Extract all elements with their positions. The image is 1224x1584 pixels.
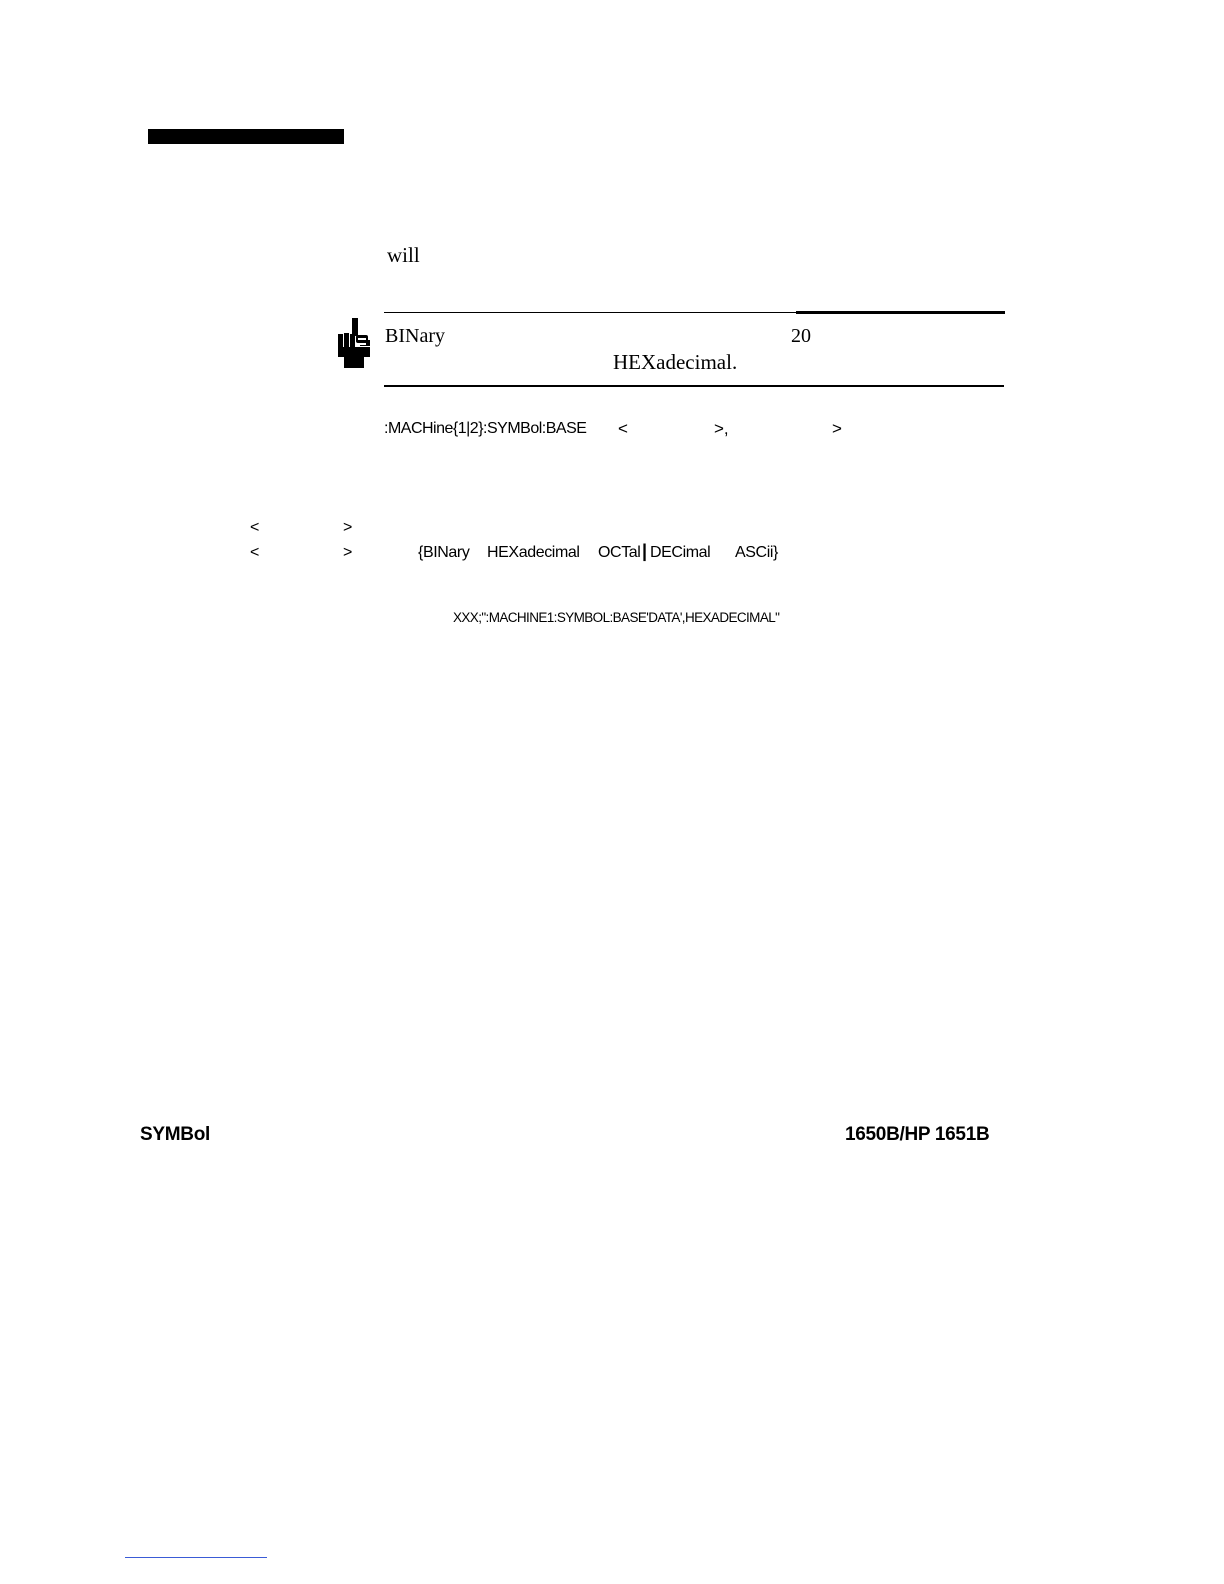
body-text-fragment: will	[387, 243, 420, 267]
example-command: XXX;":MACHINE1:SYMBOL:BASE'DATA',HEXADECIMAL"	[453, 610, 780, 625]
base-option-separator: |	[642, 541, 648, 561]
command-bracket-close: >	[832, 419, 842, 438]
section-header-bar	[148, 129, 344, 144]
footer-product-name: 1650B/HP 1651B	[845, 1124, 990, 1145]
note-text-binary: BINary	[385, 325, 445, 347]
base-option-octal: OCTal	[598, 544, 641, 561]
note-text-number: 20	[791, 325, 811, 347]
pointing-hand-icon	[336, 318, 372, 368]
parameter-2-bracket-open: <	[250, 544, 260, 561]
command-syntax: :MACHine{1|2}:SYMBol:BASE	[384, 420, 587, 437]
base-option-decimal: DECimal	[650, 544, 711, 561]
base-option-ascii: ASCii}	[735, 544, 778, 561]
note-top-rule-thick	[796, 311, 1005, 314]
parameter-2-bracket-close: >	[343, 544, 353, 561]
base-option-hexadecimal: HEXadecimal	[487, 544, 580, 561]
note-text-hexadecimal: HEXadecimal.	[613, 350, 738, 374]
footer-link-underline	[125, 1557, 267, 1558]
parameter-1-bracket-open: <	[250, 519, 260, 536]
note-top-rule	[384, 312, 796, 313]
note-bottom-rule	[384, 385, 1004, 387]
parameter-1-bracket-close: >	[343, 519, 353, 536]
command-bracket-close-comma: >,	[714, 419, 729, 438]
footer-section-name: SYMBol	[140, 1124, 210, 1145]
base-option-binary: {BINary	[418, 544, 470, 561]
command-bracket-open: <	[618, 419, 628, 438]
